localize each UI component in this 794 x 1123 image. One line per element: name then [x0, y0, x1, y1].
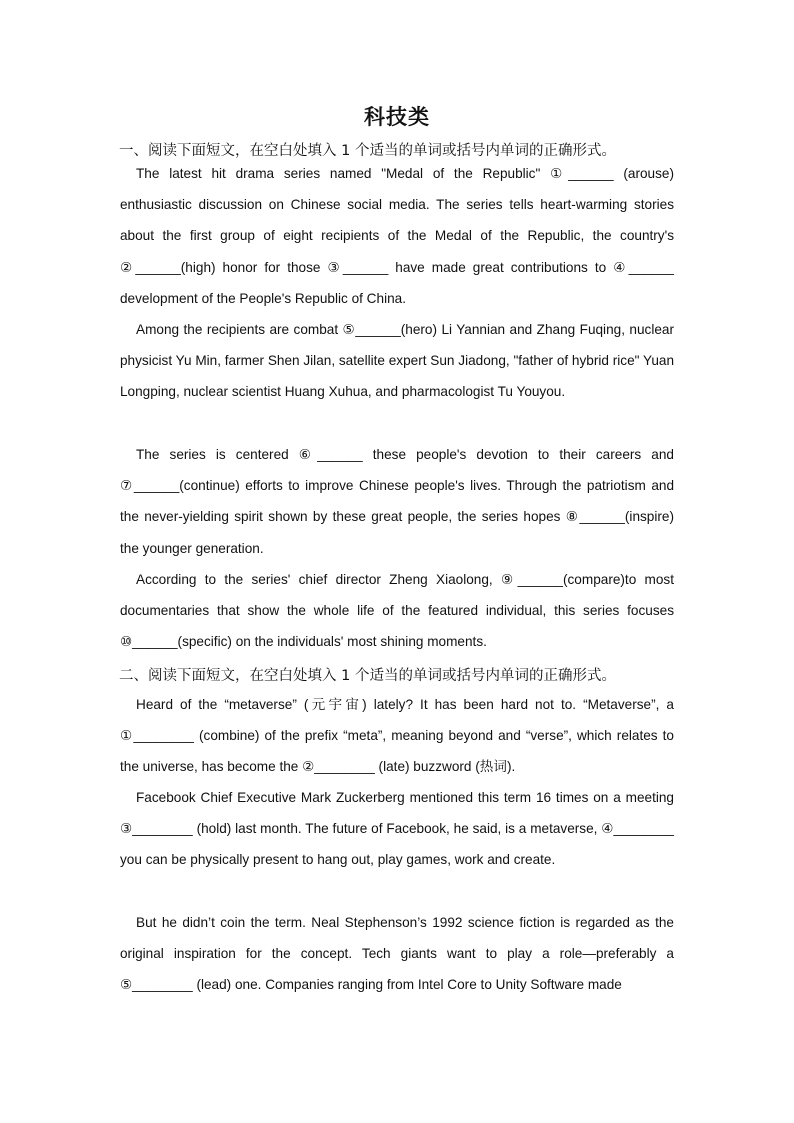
section-2-paragraph-1: Heard of the “metaverse” (元宇宙) lately? It has been hard not to. “Metaverse”, a ①________ (combine) of the prefix “meta”, meaning beyond and “verse”, which relates to the universe, has become the ②________ (late) buzzword (热词). — [120, 697, 674, 775]
section-1-paragraph-4: According to the series' chief director Zheng Xiaolong, ⑨______(compare)to most documentaries that show the whole life of the featured individual, this series focuses ⑩______(specific) on the individuals' most shining moments. — [120, 572, 674, 650]
section-1-paragraph-3: The series is centered ⑥______ these people's devotion to their careers and ⑦______(continue) efforts to improve Chinese people's lives. Through the patriotism and the never-yielding spirit shown by these great people, the series hopes ⑧______(inspire) the younger generation. — [120, 447, 674, 556]
section-2-heading: 二、阅读下面短文，在空白处填入 1 个适当的单词或括号内单词的正确形式。 — [119, 668, 616, 684]
page-title: 科技类 — [364, 105, 430, 129]
section-1-heading: 一、阅读下面短文，在空白处填入 1 个适当的单词或括号内单词的正确形式。 — [119, 143, 616, 159]
section-2-paragraph-3: But he didn’t coin the term. Neal Stephenson’s 1992 science fiction is regarded as the original inspiration for the concept. Tech giants want to play a role—preferably a ⑤________ (lead) one. Companies ranging from Intel Core to Unity Software made — [120, 915, 674, 993]
section-1-paragraph-1: The latest hit drama series named "Medal of the Republic" ①______ (arouse) enthusiastic discussion on Chinese social media. The series tells heart-warming stories about the first group of eight recipients of the Medal of the Republic, the country's ②______(high) honor for those ③______ have made great contributions to ④______ development of the People's Republic of China. — [120, 166, 674, 306]
section-2-paragraph-2: Facebook Chief Executive Mark Zuckerberg mentioned this term 16 times on a meeting ③________ (hold) last month. The future of Facebook, he said, is a metaverse, ④________ you can be physically present to hang out, play games, work and create. — [120, 790, 674, 868]
section-1-paragraph-2: Among the recipients are combat ⑤______(hero) Li Yannian and Zhang Fuqing, nuclear physicist Yu Min, farmer Shen Jilan, satellite expert Sun Jiadong, "father of hybrid rice" Yuan Longping, nuclear scientist Huang Xuhua, and pharmacologist Tu Youyou. — [120, 322, 674, 400]
